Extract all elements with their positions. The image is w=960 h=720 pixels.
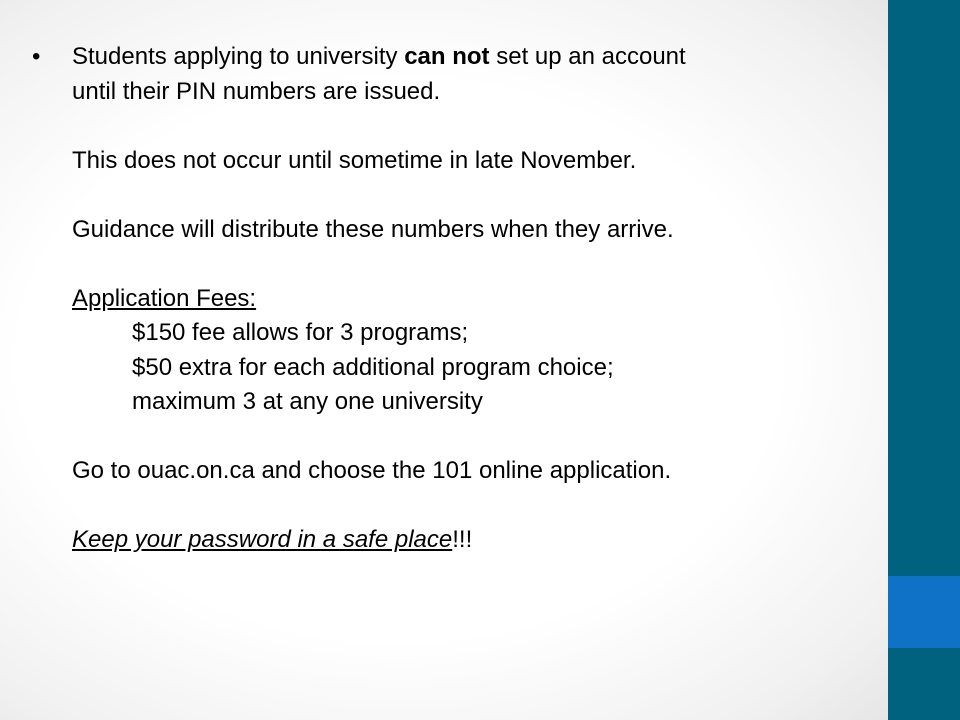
fees-heading: Application Fees: <box>72 284 257 312</box>
spacer <box>72 489 862 524</box>
paragraph-3: Guidance will distribute these numbers when they arrive. <box>72 215 674 243</box>
side-bar-main-block <box>888 0 960 576</box>
fee-item: $150 fee allows for 3 programs; <box>132 319 469 346</box>
spacer <box>72 420 862 455</box>
side-bar <box>888 0 960 720</box>
closing-line <box>72 523 862 558</box>
side-bar-accent-block <box>888 576 960 648</box>
paragraph-1-line-1 <box>72 40 862 75</box>
side-bar-bottom-block <box>888 648 960 720</box>
spacer <box>72 247 862 282</box>
closing-suffix: !!! <box>452 526 473 553</box>
slide-body <box>72 40 862 558</box>
paragraph-1-line-2: until their PIN numbers are issued. <box>72 77 441 105</box>
spacer <box>72 109 862 144</box>
fee-item: maximum 3 at any one university <box>132 388 483 415</box>
fees-heading-line <box>72 282 862 317</box>
paragraph-1-text: Students applying to university <box>72 43 405 70</box>
spacer <box>72 178 862 213</box>
paragraph-4: Go to ouac.on.ca and choose the 101 online application. <box>72 457 672 484</box>
paragraph-1-text-end: set up an account <box>489 43 686 70</box>
bullet-marker: • <box>32 43 41 70</box>
fee-item: $50 extra for each additional program choice; <box>132 353 614 381</box>
closing-emphasis: Keep your password in a safe place <box>72 526 453 553</box>
paragraph-1-emphasis: can not <box>404 43 490 70</box>
paragraph-2: This does not occur until sometime in late November. <box>72 146 637 174</box>
